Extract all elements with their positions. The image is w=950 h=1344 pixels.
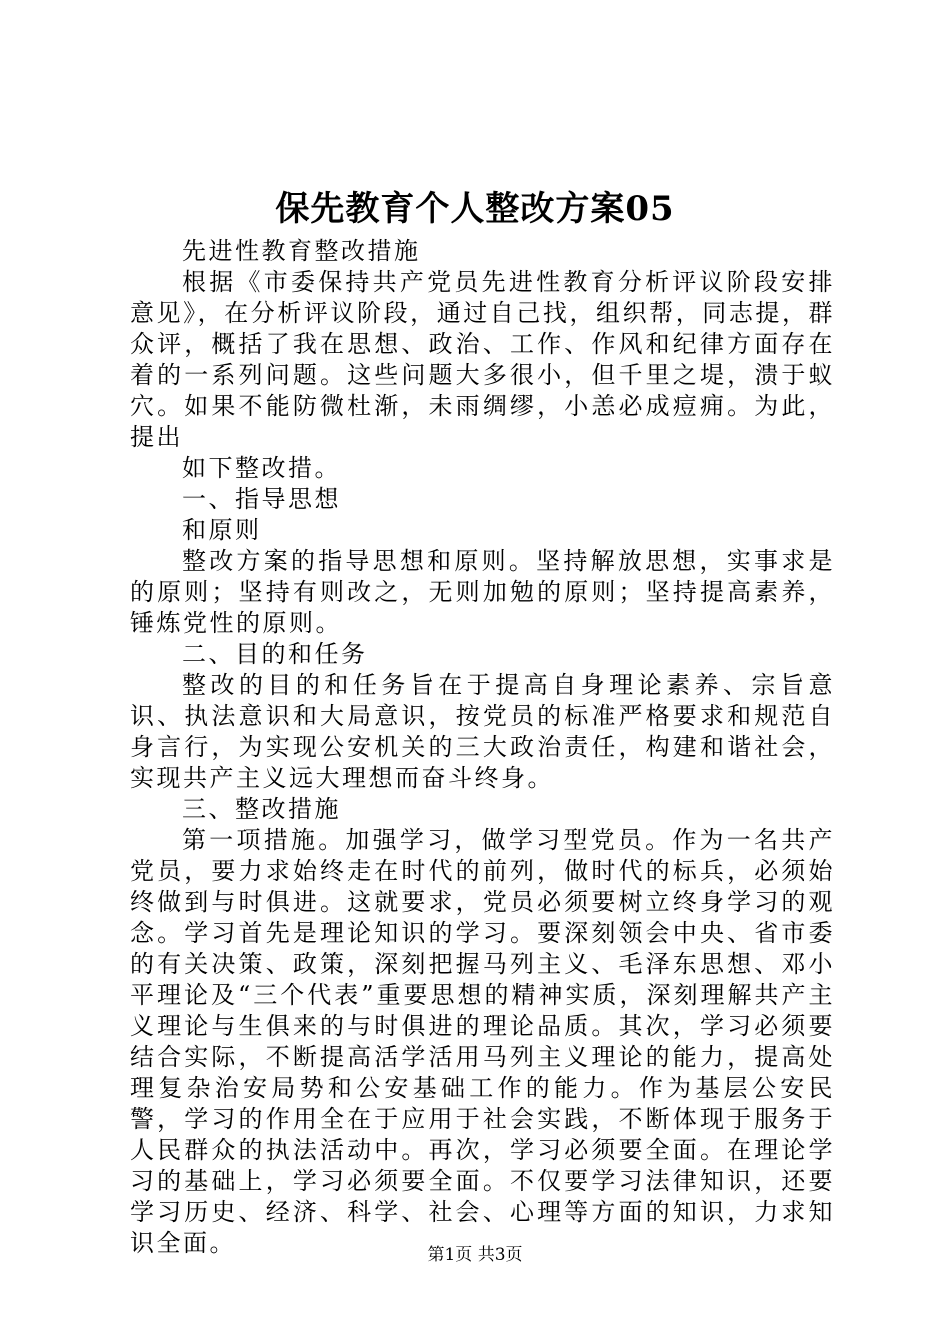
document-title: 保先教育个人整改方案05 xyxy=(275,189,675,229)
body-paragraph: 根据《市委保持共产党员先进性教育分析评议阶段安排意见》，在分析评议阶段，通过自己找，组织帮，同志提，群众评，概括了我在思想、政治、工作、作风和纪律方面存在着的一系列问题。这些问题大多很小，但千里之堤，溃于蚁穴。如果不能防微杜渐，未雨绸缪，小恙必成痘痈。为此，提出 xyxy=(130,268,835,451)
page-number: 第1页 共3页 xyxy=(427,1245,523,1265)
body-paragraph: 第一项措施。加强学习，做学习型党员。作为一名共产党员，要力求始终走在时代的前列，做时代的标兵，必须始终做到与时俱进。这就要求，党员必须要树立终身学习的观念。学习首先是理论知识的学习。要深刻领会中央、省市委的有关决策、政策，深刻把握马列主义、毛泽东思想、邓小平理论及“三个代表”重要思想的精神实质，深刻理解共产主义理论与生俱来的与时俱进的理论品质。其次，学习必须要结合实际，不断提高活学活用马列主义理论的能力，提高处理复杂治安局势和公安基础工作的能力。作为基层公安民警，学习的作用全在于应用于社会实践，不断体现于服务于人民群众的执法活动中。再次，学习必须要全面。在理论学习的基础上，学习必须要全面。不仅要学习法律知识，还要学习历史、经济、科学、社会、心理等方面的知识，力求知识全面。 xyxy=(130,826,835,1257)
body-paragraph: 整改方案的指导思想和原则。坚持解放思想，实事求是的原则；坚持有则改之，无则加勉的原则；坚持提高素养，锤炼党性的原则。 xyxy=(130,547,835,637)
section-heading: 一、指导思想 xyxy=(182,485,341,513)
section-heading: 三、整改措施 xyxy=(182,795,341,823)
section-heading: 先进性教育整改措施 xyxy=(182,237,421,265)
body-paragraph: 如下整改措。 xyxy=(182,454,341,482)
section-heading: 二、目的和任务 xyxy=(182,640,368,668)
section-heading: 和原则 xyxy=(182,516,262,544)
body-paragraph: 整改的目的和任务旨在于提高自身理论素养、宗旨意识、执法意识和大局意识，按党员的标准严格要求和规范自身言行，为实现公安机关的三大政治责任，构建和谐社会，实现共产主义远大理想而奋斗终身。 xyxy=(130,671,835,792)
document-body xyxy=(130,236,835,1259)
